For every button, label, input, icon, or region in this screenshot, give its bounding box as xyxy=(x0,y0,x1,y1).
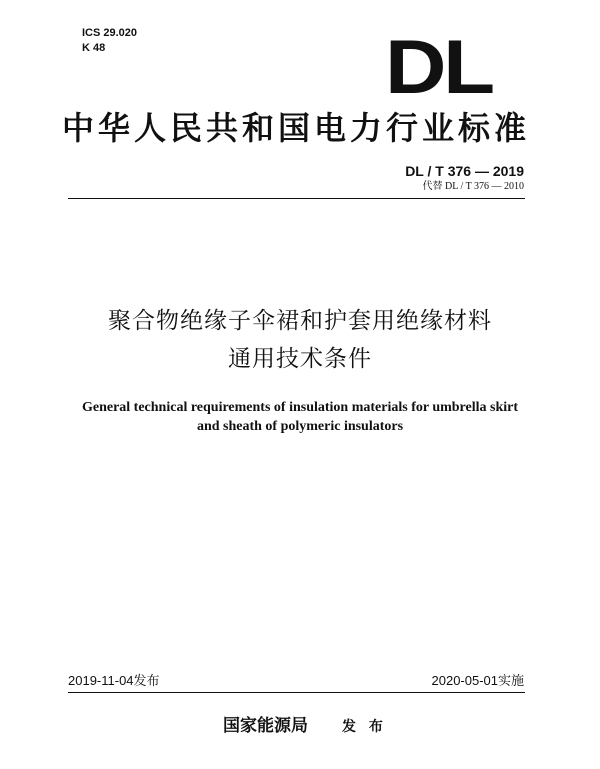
replaces-standard: 代替 DL / T 376 — 2010 xyxy=(422,181,524,192)
issue-date: 2019-11-04发布 xyxy=(68,673,160,688)
bottom-divider xyxy=(68,692,525,693)
english-title-line-1: General technical requirements of insulation materials for umbrella skirt xyxy=(81,400,519,415)
top-divider xyxy=(68,198,525,199)
implementation-date: 2020-05-01实施 xyxy=(431,673,524,688)
organization-title: 中华人民共和国电力行业标准 xyxy=(62,109,531,147)
standard-number: DL / T 376 — 2019 xyxy=(405,163,524,179)
english-title-line-2: and sheath of polymeric insulators xyxy=(196,419,404,434)
chinese-title-line-1: 聚合物绝缘子伞裙和护套用绝缘材料 xyxy=(108,308,492,334)
dl-logo: DL xyxy=(385,25,492,110)
chinese-title-line-2: 通用技术条件 xyxy=(228,346,372,372)
classification-code: K 48 xyxy=(82,42,106,54)
publish-label: 发 布 xyxy=(342,719,387,735)
ics-code: ICS 29.020 xyxy=(82,27,138,39)
publisher: 国家能源局 xyxy=(223,716,308,736)
